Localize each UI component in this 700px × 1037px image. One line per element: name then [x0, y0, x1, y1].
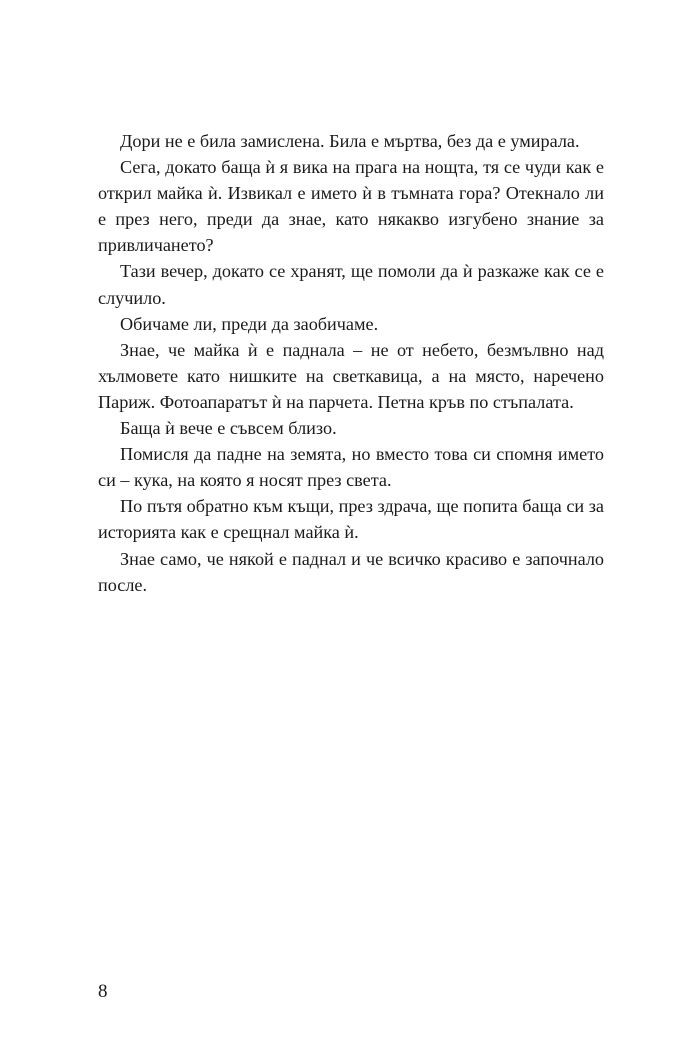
paragraph-3: Тази вечер, докато се хранят, ще помоли да ѝ разкаже как се е случило.: [98, 261, 604, 308]
paragraph-5: Знае, че майка ѝ е паднала – не от небето, безмълвно над хълмовете като нишките на светкавица, а на място, наречено Париж. Фотоапаратът ѝ на парчета. Петна кръв по стъпалата.: [98, 339, 604, 412]
paragraph-2: Сега, докато баща ѝ я вика на прага на нощта, тя се чуди как е открил майка ѝ. Извикал е името ѝ в тъмната гора? Отекнало ли е през него, преди да знае, като някакво изгубено знание за привличането?: [98, 157, 604, 256]
body-text: [98, 128, 604, 598]
paragraph-9: Знае само, че някой е паднал и че всичко красиво е започнало после.: [98, 548, 604, 595]
paragraph-4: Обичаме ли, преди да заобичаме.: [120, 313, 379, 334]
paragraph-6: Баща ѝ вече е съвсем близо.: [120, 418, 337, 439]
paragraph-1: Дори не е била замислена. Била е мъртва, без да е умирала.: [120, 131, 580, 151]
paragraph-7: Помисля да падне на земята, но вместо това си спомня името си – кука, на която я носят през света.: [98, 444, 604, 491]
page-number: 8: [98, 981, 108, 1002]
paragraph-8: По пътя обратно към къщи, през здрача, ще попита баща си за историята как е срещнал майка ѝ.: [98, 496, 604, 543]
